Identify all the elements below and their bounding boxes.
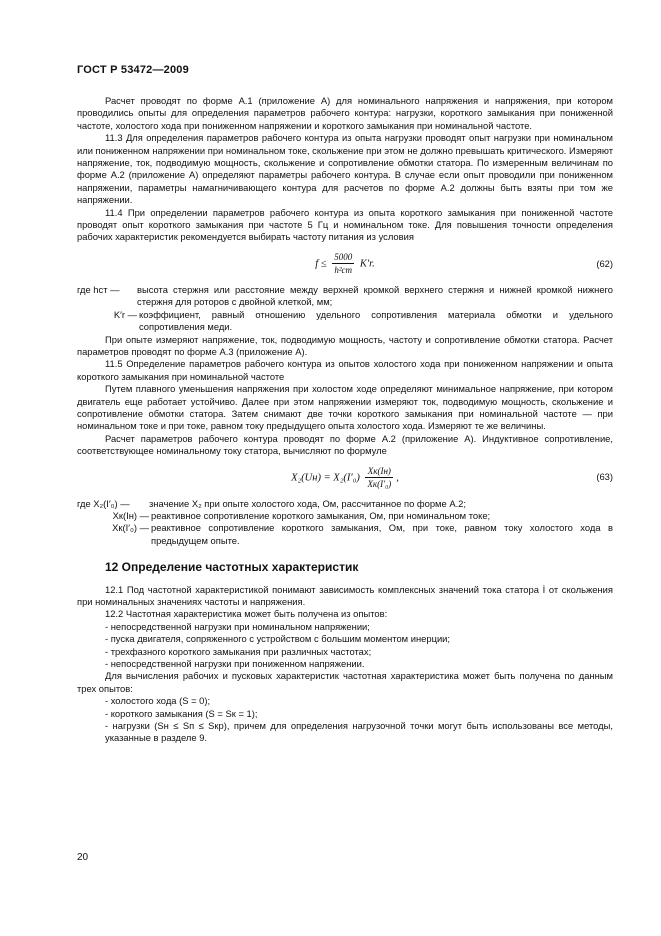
definition-xk-i0	[77, 522, 613, 547]
definition-kr	[77, 309, 613, 334]
definition-symbol: Xк(Iн) —	[112, 509, 149, 521]
list-item: - трехфазного короткого замыкания при различных частотах;	[105, 645, 372, 657]
formula-63	[77, 465, 613, 491]
list-item: - холостого хода (S = 0);	[105, 695, 211, 707]
paragraph-11-3: 11.3 Для определения параметров рабочего контура из опыта нагрузки проводят опыт нагрузки при номинальном или пониженном напряжении при номинальном токе, скольжение при этом не должно превышать критического. Измеряют напряжение, ток, подводимую мощность, скольжение и сопротивление обмотки статора. По измеренным величинам по форме А.2 (приложение А) определяют параметры рабочего контура. В случае если опыт проводили при пониженном напряжении, параметры намагничивающего контура для расчетов по форме А.2 должны быть взяты при том же напряжении.	[77, 132, 613, 206]
page-number: 20	[77, 852, 89, 863]
formula-lhs: X₂(Uн) = X₂(I′₀)	[291, 471, 360, 483]
fraction-numerator: Xк(Iн)	[365, 465, 393, 478]
paragraph-12-1: 12.1 Под частотной характеристикой понимают зависимость комплексных значений тока статора İ от скольжения при номинальных значениях частоты и напряжения.	[77, 583, 613, 607]
document-header: ГОСТ Р 53472—2009	[77, 64, 189, 76]
paragraph-11-4: 11.4 При определении параметров рабочего контура из опыта короткого замыкания при пониженной частоте проводят опыт короткого замыкания при частоте 5 Гц и номинальном токе. Для повышения точности определения рабочих характеристик рекомендуется выбирать частоту питания из условия	[77, 206, 613, 243]
paragraph: Расчет проводят по форме А.1 (приложение А) для номинального напряжения и напряжения, при котором проводились опыты для определения параметров рабочего контура: нагрузки, короткого замыкания при пониженной частоте, холостого хода при пониженном напряжении и короткого замыкания при номинальной частоте.	[77, 95, 613, 131]
definition-symbol: K′r —	[113, 308, 137, 320]
list-item: - непосредственной нагрузки при номинальном напряжении;	[105, 620, 370, 632]
definition-text: реактивное сопротивление короткого замыкания, Ом, при номинальном токе;	[151, 509, 491, 521]
formula-rhs: K′r.	[359, 258, 375, 270]
paragraph-11-5: 11.5 Определение параметров рабочего контура из опытов холостого хода при пониженном напряжении и опыта короткого замыкания при номинальной частоте	[77, 358, 613, 382]
definition-symbol: где hст —	[77, 283, 120, 295]
definition-text: коэффициент, равный отношению удельного сопротивления материала обмотки и удельного сопротивления меди.	[139, 308, 613, 333]
definition-text: реактивное сопротивление короткого замыкания, Ом, при токе, равном току холостого хода в предыдущем опыте.	[151, 522, 613, 546]
definition-symbol: Xк(I′₀) —	[112, 522, 149, 534]
paragraph: При опыте измеряют напряжение, ток, подводимую мощность, частоту и сопротивление обмотки статора. Расчет параметров проводят по форме А.3 (приложение А).	[77, 333, 613, 357]
paragraph: Для вычисления рабочих и пусковых характеристик частотная характеристика может быть получена по данным трех опытов:	[77, 670, 613, 694]
section-heading-12: 12 Определение частотных характеристик	[105, 560, 359, 575]
equation-number: (63)	[596, 471, 613, 483]
list-item: - нагрузки (Sн ≤ Sп ≤ Sкр), причем для определения нагрузочной точки могут быть использованы все методы, указанные в разделе 9.	[105, 720, 613, 744]
fraction-numerator: 5000	[332, 251, 354, 264]
paragraph: Путем плавного уменьшения напряжения при холостом ходе определяют минимальное напряжение, при котором двигатель еще работает устойчиво. Далее при этом напряжении измеряют ток, подводимую мощность, скольжение и сопротивление обмотки статора. Затем снимают две точки короткого замыкания при номинальной частоте — при номинальном токе и при токе, равном току предыдущего опыта холостого хода. Измеряют те же величины.	[77, 383, 613, 432]
equation-number: (62)	[596, 257, 613, 269]
formula-end: ,	[396, 471, 399, 483]
equation-63	[77, 458, 613, 498]
paragraph-12-2: 12.2 Частотная характеристика может быть получена из опытов:	[105, 608, 388, 620]
definition-hst	[77, 284, 613, 309]
formula-lhs: f ≤	[315, 258, 327, 270]
paragraph: Расчет параметров рабочего контура проводят по форме А.2 (приложение А). Индуктивное сопротивление, соответствующее номинальному току статора, вычисляют по формуле	[77, 432, 613, 457]
definition-text: высота стержня или расстояние между верхней кромкой верхнего стержня и нижней кромкой нижнего стержня для роторов с двойной клеткой, мм;	[137, 283, 613, 308]
formula-62	[77, 251, 613, 277]
list-item: - непосредственной нагрузки при пониженном напряжении.	[105, 658, 365, 670]
fraction-denominator: Xк(I′₀)	[367, 479, 392, 490]
fraction-denominator: h²ст	[334, 265, 353, 276]
list-item: - короткого замыкания (S = Sк = 1);	[105, 707, 258, 719]
equation-62	[77, 244, 613, 284]
fraction	[332, 251, 354, 277]
list-item: - пуска двигателя, сопряженного с устройством с большим моментом инерции;	[105, 633, 451, 645]
definition-xk-in	[77, 510, 613, 522]
definition-text: значение X₂ при опыте холостого хода, Ом, рассчитанное по форме А.2;	[149, 497, 466, 509]
fraction	[365, 465, 393, 491]
definition-x2	[77, 498, 613, 510]
document-body	[77, 95, 613, 745]
definition-symbol: где X₂(I′₀) —	[77, 497, 130, 509]
